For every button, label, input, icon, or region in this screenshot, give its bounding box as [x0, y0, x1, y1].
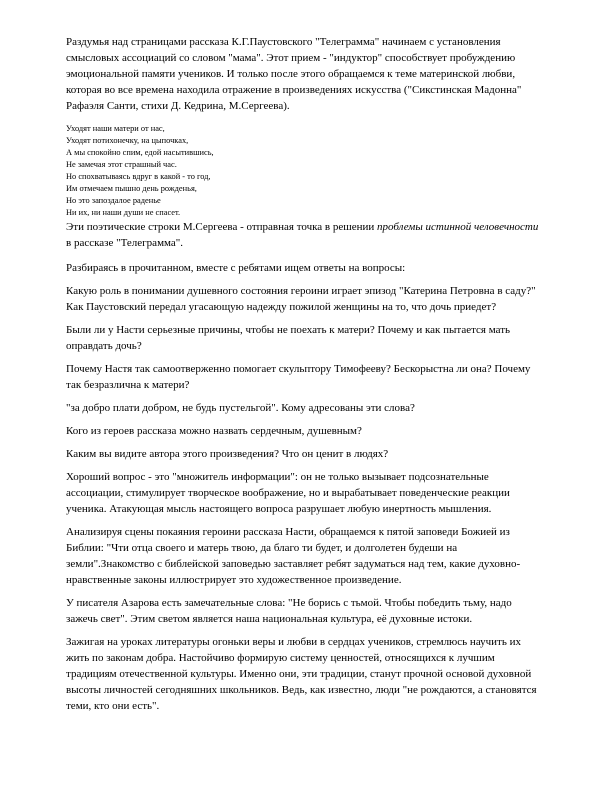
question-paragraph: Кого из героев рассказа можно назвать сердечным, душевным?: [66, 425, 362, 437]
question-paragraph: "за добро плати добром, не будь пустельгой". Кому адресованы эти слова?: [66, 402, 415, 414]
poem-note-text: Эти поэтические строки М.Сергеева - отправная точка в решении: [66, 221, 378, 233]
poem-line: Уходят потихонечку, на цыпочках,: [66, 136, 189, 145]
body-paragraph: У писателя Азарова есть замечательные слова: "Не борись с тьмой. Чтобы победить тьму, надо зажечь свет". Этим светом является наша национальная культура, её духовные истоки.: [66, 597, 512, 625]
poem-line: Уходят наши матери от нас,: [66, 124, 165, 133]
body-paragraph: Анализируя сцены покаяния героини рассказа Насти, обращаемся к пятой заповеди Божией из Библии: "Чти отца своего и матерь твою, да благо ти будет, и долголетен будеши на земли".Знакомство с библейской заповедью заставляет ребят задуматься над тем, какие духовно-нравственные законы иллюстрирует это художественное произведение.: [66, 526, 521, 586]
poem-note-emphasis: проблемы истинной человечности: [377, 221, 539, 233]
poem-line: Но это запоздалое раденье: [66, 196, 161, 205]
poem-line: Ни их, ни наши души не спасет.: [66, 208, 181, 217]
poem-line: А мы спокойно спим, едой насытившись,: [66, 148, 214, 157]
question-paragraph: Почему Настя так самоотверженно помогает скульптору Тимофееву? Бескорыстна ли она? Почему так безразлична к матери?: [66, 363, 531, 391]
body-paragraph: Зажигая на уроках литературы огоньки веры и любви в сердцах учеников, стремлюсь научить их жить по законам добра. Настойчиво формирую систему ценностей, относящихся к лучшим традициям отечественной культуры. Именно они, эти традиции, станут прочной основой духовной высоты личностей сегодняшних школьников. Ведь, как известно, люди "не рождаются, а становятся теми, кто они есть".: [66, 636, 537, 712]
poem-note-paragraph: [66, 219, 546, 251]
poem-line: Не замечая этот страшный час.: [66, 160, 177, 169]
question-paragraph: Какую роль в понимании душевного состояния героини играет эпизод "Катерина Петровна в саду?" Как Паустовский передал угасающую надежду пожилой женщины на то, что дочь приедет?: [66, 285, 536, 313]
question-paragraph: Были ли у Насти серьезные причины, чтобы не поехать к матери? Почему и как пытается мать оправдать дочь?: [66, 324, 511, 352]
poem-line: Им отмечаем пышно день рожденья,: [66, 184, 197, 193]
question-paragraph: Каким вы видите автора этого произведения? Что он ценит в людях?: [66, 448, 389, 460]
intro-paragraph: Раздумья над страницами рассказа К.Г.Паустовского "Телеграмма" начинаем с установления смысловых ассоциаций со словом "мама". Этот прием - "индуктор" способствует пробуждению эмоциональной памяти учеников. И только после этого обращаемся к теме материнской любви, которая во все времена находила отражение в произведениях искусства ("Сикстинская Мадонна" Рафаэля Санти, стихи Д. Кедрина, М.Сергеева).: [66, 36, 522, 112]
poem-stanza: [66, 123, 546, 219]
body-paragraph: Хороший вопрос - это "множитель информации": он не только вызывает подсознательные ассоциации, стимулирует творческое воображение, но и вырабатывает поведенческие реакции ученика. Атакующая мысль настоящего вопроса разрушает любую инертность мышления.: [66, 471, 510, 515]
poem-note-text-end: в рассказе "Телеграмма".: [66, 237, 184, 249]
poem-line: Но спохватываясь вдруг в какой - то год,: [66, 172, 211, 181]
questions-intro-paragraph: Разбираясь в прочитанном, вместе с ребятами ищем ответы на вопросы:: [66, 262, 406, 274]
